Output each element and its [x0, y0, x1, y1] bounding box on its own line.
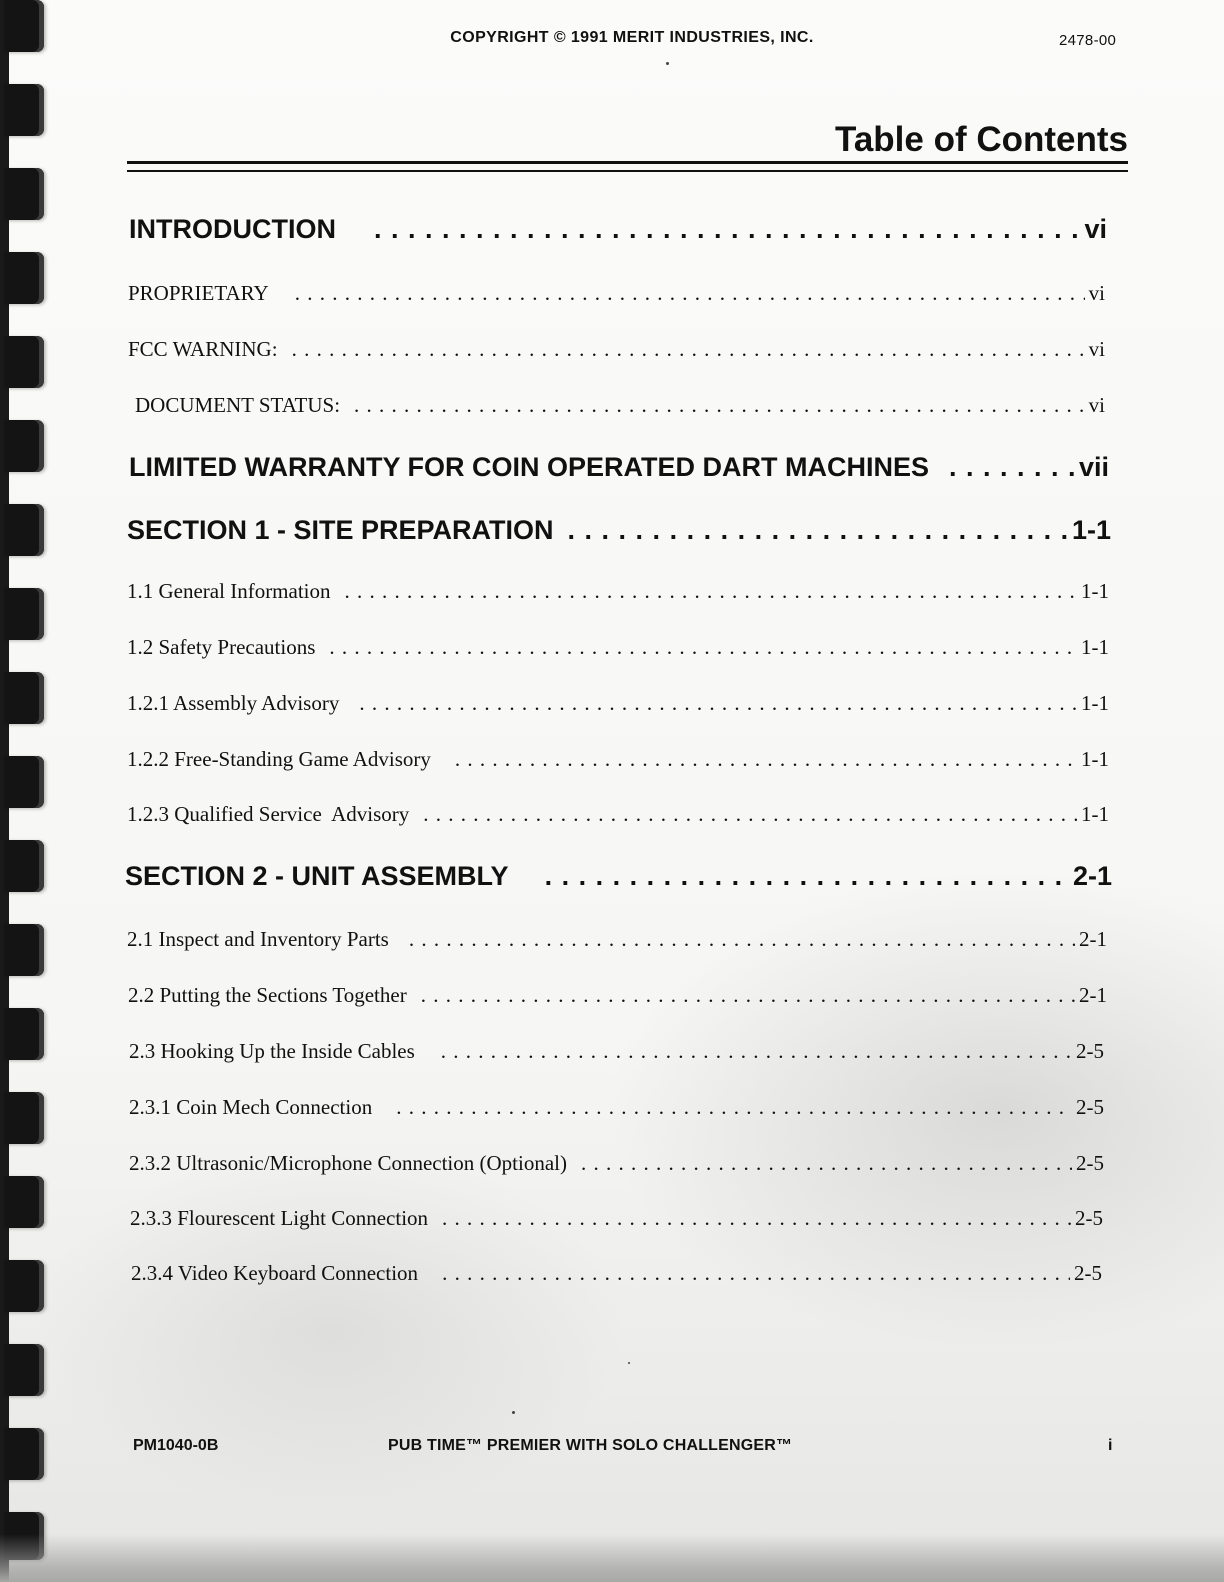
toc-entry-page: 1-1	[1071, 515, 1111, 545]
dot-leader	[568, 515, 1068, 546]
toc-entry-label: SECTION 1 - SITE PREPARATION	[127, 515, 554, 545]
toc-entry-proprietary[interactable]	[128, 281, 1105, 306]
toc-entry-2-2[interactable]	[128, 983, 1107, 1008]
toc-entry-page: 2-5	[1074, 1261, 1102, 1285]
binding-ring	[4, 924, 44, 976]
toc-entry-label: LIMITED WARRANTY FOR COIN OPERATED DART MACHINES	[129, 452, 929, 482]
dot-leader	[396, 1095, 1072, 1120]
header-copyright: COPYRIGHT © 1991 MERIT INDUSTRIES, INC.	[450, 29, 814, 46]
binding-ring	[4, 1260, 44, 1312]
dot-leader	[409, 927, 1075, 952]
binding-ring	[4, 84, 44, 136]
dot-leader	[441, 1039, 1072, 1064]
dot-leader	[421, 983, 1075, 1008]
toc-entry-label: 2.3.2 Ultrasonic/Microphone Connection (Optional)	[129, 1151, 567, 1175]
footer-product-name: PUB TIME™ PREMIER WITH SOLO CHALLENGER™	[388, 1437, 793, 1454]
binding-ring	[4, 1344, 44, 1396]
toc-entry-label: 2.3 Hooking Up the Inside Cables	[129, 1039, 415, 1063]
footer-doc-number: PM1040-0B	[133, 1437, 219, 1454]
toc-entry-label: DOCUMENT STATUS:	[135, 393, 341, 417]
toc-entry-label: 1.1 General Information	[127, 579, 331, 603]
toc-entry-label: 1.2 Safety Precautions	[127, 635, 316, 659]
dot-leader	[949, 452, 1075, 483]
toc-entry-page: 1-1	[1081, 579, 1109, 603]
toc-entry-page: vii	[1078, 452, 1109, 482]
toc-entry-page: 2-5	[1076, 1039, 1104, 1063]
binding-ring	[4, 504, 44, 556]
toc-entry-page: 1-1	[1081, 802, 1109, 826]
dot-leader	[345, 579, 1077, 604]
page-title: Table of Contents	[835, 120, 1128, 159]
toc-entry-page: 2-1	[1072, 861, 1112, 891]
toc-entry-page: vi	[1088, 393, 1105, 417]
binding-ring	[4, 588, 44, 640]
toc-entry-section-1[interactable]	[127, 515, 1111, 546]
dot-leader	[442, 1261, 1070, 1286]
dot-leader	[295, 281, 1085, 306]
toc-entry-introduction[interactable]	[129, 214, 1107, 245]
toc-entry-page: 1-1	[1081, 691, 1109, 715]
dot-leader	[581, 1151, 1072, 1176]
binding-ring	[4, 840, 44, 892]
toc-entry-label: 1.2.1 Assembly Advisory	[127, 691, 340, 715]
toc-entry-fcc-warning[interactable]	[128, 337, 1105, 362]
toc-entry-label: FCC WARNING:	[128, 337, 278, 361]
binding-ring	[4, 168, 44, 220]
toc-entry-label: PROPRIETARY	[128, 281, 269, 305]
toc-entry-page: 1-1	[1081, 635, 1109, 659]
binding-ring	[4, 1428, 44, 1480]
binding-ring	[4, 252, 44, 304]
dot-leader	[359, 691, 1077, 716]
toc-entry-page: vi	[1088, 281, 1105, 305]
toc-entry-1-2-3[interactable]	[127, 802, 1109, 827]
toc-entry-2-1[interactable]	[127, 927, 1107, 952]
toc-entry-label: 1.2.2 Free-Standing Game Advisory	[127, 747, 431, 771]
toc-entry-page: 2-1	[1079, 983, 1107, 1007]
dot-leader	[442, 1206, 1071, 1231]
title-rule	[127, 161, 1128, 164]
toc-entry-label: 2.2 Putting the Sections Together	[128, 983, 407, 1007]
toc-entry-2-3-4[interactable]	[131, 1261, 1102, 1286]
toc-entry-2-3-1[interactable]	[129, 1095, 1104, 1120]
binding-ring	[4, 1008, 44, 1060]
toc-entry-label: INTRODUCTION	[129, 214, 336, 244]
footer-page-number: i	[1108, 1437, 1113, 1454]
scan-speck	[512, 1411, 515, 1414]
toc-entry-1-1[interactable]	[127, 579, 1109, 604]
dot-leader	[292, 337, 1085, 362]
toc-entry-label: 2.3.1 Coin Mech Connection	[129, 1095, 373, 1119]
toc-entry-page: 2-5	[1076, 1151, 1104, 1175]
title-rule	[127, 170, 1128, 172]
toc-entry-page: 1-1	[1081, 747, 1109, 771]
toc-entry-document-status[interactable]	[135, 393, 1105, 418]
dot-leader	[374, 214, 1080, 245]
dot-leader	[354, 393, 1085, 418]
scan-shadow	[0, 1534, 1224, 1582]
toc-entry-limited-warranty[interactable]	[129, 452, 1109, 483]
toc-entry-page: 2-1	[1079, 927, 1107, 951]
toc-entry-section-2[interactable]	[125, 861, 1112, 892]
header-doc-code: 2478-00	[1059, 32, 1117, 49]
binding-ring	[4, 672, 44, 724]
binding-ring	[4, 1176, 44, 1228]
toc-entry-1-2-2[interactable]	[127, 747, 1109, 772]
binding-ring	[4, 1092, 44, 1144]
toc-entry-label: SECTION 2 - UNIT ASSEMBLY	[125, 861, 509, 891]
toc-entry-2-3-2[interactable]	[129, 1151, 1104, 1176]
binding-ring	[4, 336, 44, 388]
binding-ring	[4, 756, 44, 808]
toc-entry-2-3[interactable]	[129, 1039, 1104, 1064]
toc-entry-label: 2.3.3 Flourescent Light Connection	[130, 1206, 429, 1230]
toc-entry-1-2-1[interactable]	[127, 691, 1109, 716]
toc-entry-page: vi	[1084, 214, 1107, 244]
toc-entry-page: vi	[1088, 337, 1105, 361]
dot-leader	[329, 635, 1077, 660]
toc-entry-label: 2.1 Inspect and Inventory Parts	[127, 927, 389, 951]
toc-entry-label: 1.2.3 Qualified Service Advisory	[127, 802, 410, 826]
toc-entry-page: 2-5	[1076, 1095, 1104, 1119]
toc-entry-page: 2-5	[1075, 1206, 1103, 1230]
dot-leader	[423, 802, 1077, 827]
spiral-binding	[0, 0, 56, 1582]
dot-leader	[455, 747, 1077, 772]
toc-entry-1-2[interactable]	[127, 635, 1109, 660]
scan-speck	[628, 1362, 630, 1364]
toc-entry-label: 2.3.4 Video Keyboard Connection	[131, 1261, 419, 1285]
toc-entry-2-3-3[interactable]	[130, 1206, 1103, 1231]
scan-speck	[666, 62, 669, 65]
dot-leader	[545, 861, 1069, 892]
binding-ring	[4, 420, 44, 472]
